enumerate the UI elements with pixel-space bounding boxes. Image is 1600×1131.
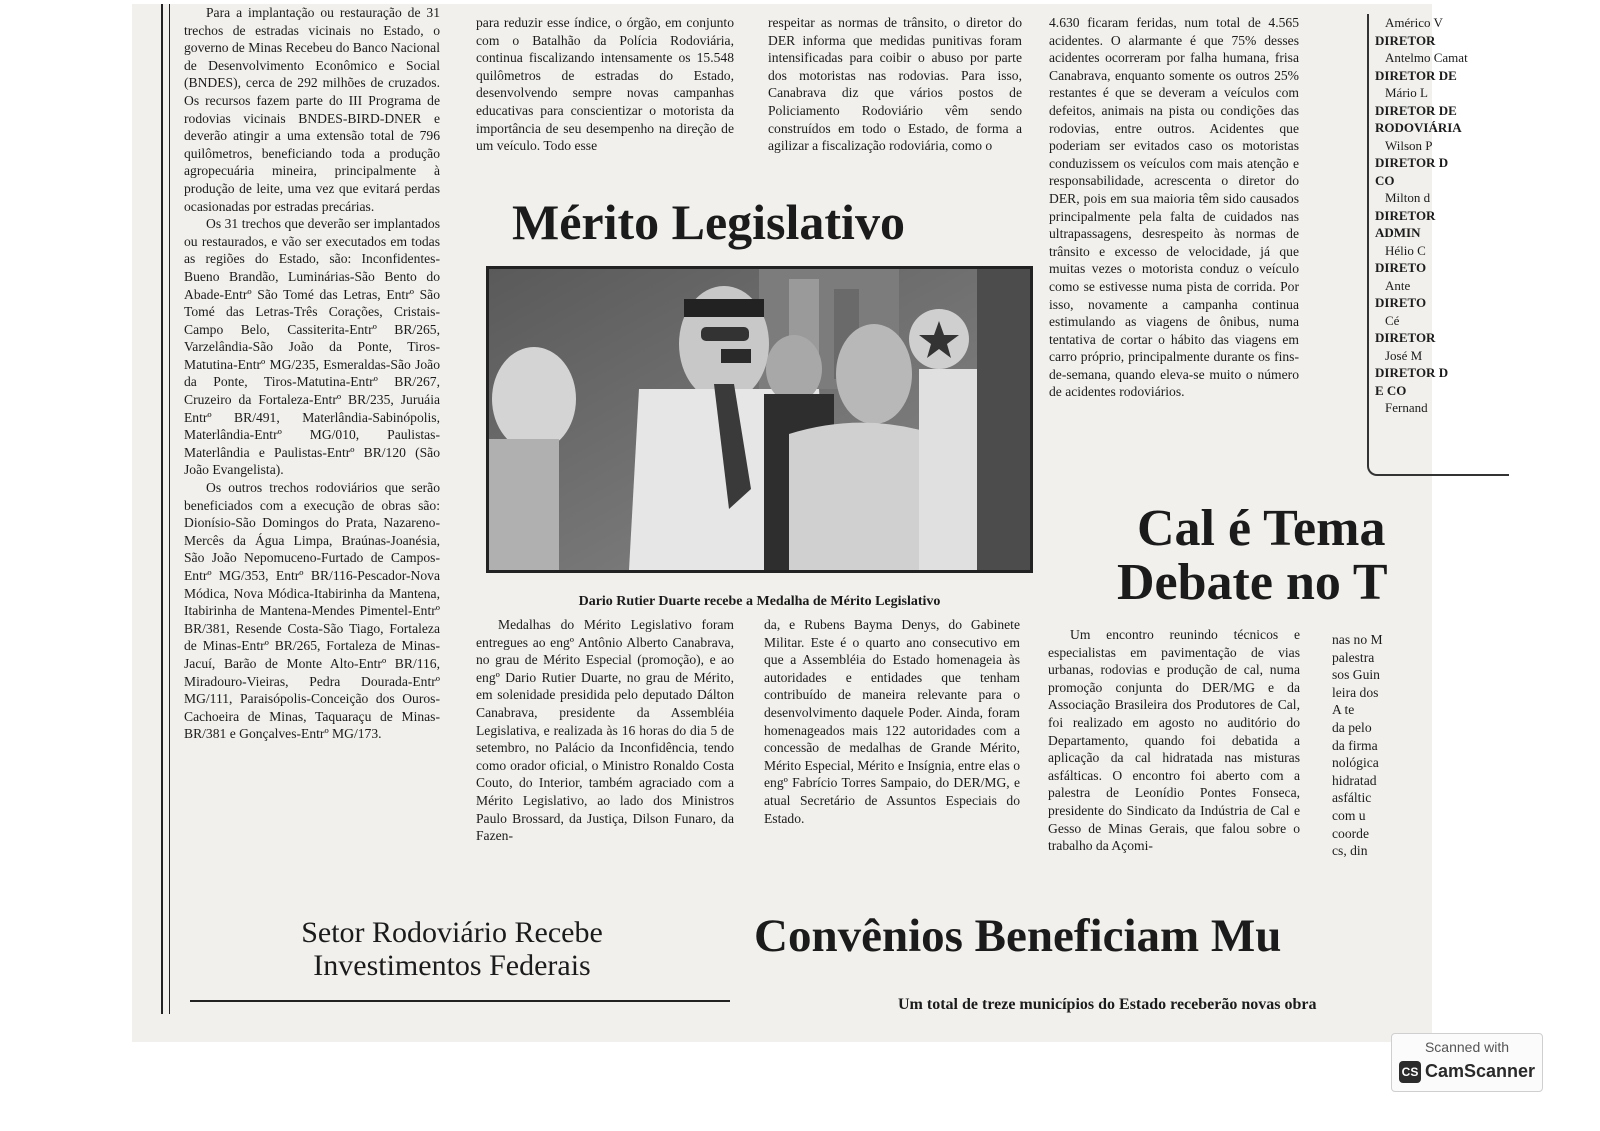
paragraph: Os 31 trechos que deverão ser implantados ou restaurados, e vão ser executados em todas as regiões do Estado, são: Inconfidentes-Bueno Brandão, Luminárias-São Bento do Abade-Entrº São Tomé das Letras, Entrº São Tomé das Letras-Três Corações, Cristais-Campo Belo, Cassiterita-Entrº BR/265, Varzelândia-São João da Ponte, Tiros-Matutina-Entrº MG/235, Esmeraldas-São João da Ponte, Tiros-Matutina-Entrº BR/267, Cruzeiro da Fortaleza-Entrº BR/235, Juruáia Entrº BR/491, Materlândia-Sabinópolis, Materlândia-Entrº MG/010, Paulistas-Materlândia e Paulistas-Entrº BR/120 (São João Evangelista).: [184, 216, 440, 478]
article-column-cal-b: [1332, 631, 1402, 861]
cropped-line: com u: [1332, 807, 1366, 823]
expediente-name: Fernand: [1385, 400, 1428, 415]
cropped-line: da firma: [1332, 737, 1378, 753]
paragraph: da, e Rubens Bayma Denys, do Gabinete Militar. Este é o quarto ano consecutivo em que a Assembléia do Estado homenageia às autoridades e entidades que tenham contribuído de maneira relevante para o desenvolvimento daquele Poder. Ainda, foram homenageados mais 122 autoridades com a concessão de medalhas de Grande Mérito, Mérito Especial, Mérito e Insígnia, entre elas o engº Fabrício Torres Sampaio, do DER/MG, e atual Secretário de Assuntos Especiais do Estado.: [764, 617, 1020, 826]
paragraph: Medalhas do Mérito Legislativo foram entregues ao engº Antônio Alberto Canabrava, no grau de Mérito Especial (promoção), e ao engº Dario Rutier Duarte, no grau de Mérito, em solenidade presidida pelo deputado Dálton Canabrava, presidente da Assembléia Legislativa, e realizada às 16 horas do dia 5 de setembro, no Palácio da Inconfidência, tendo como orador oficial, o Ministro Ronaldo Costa Couto, do Interior, também agraciado com a Mérito Legislativo, ao lado dos Ministros Paulo Brossard, da Justiça, Dilson Funaro, da Fazen-: [476, 617, 734, 844]
cropped-lines: [1332, 631, 1402, 860]
article-column-top-2: [476, 14, 734, 172]
expediente-title: DIRETOR: [1375, 330, 1436, 345]
cropped-line: nas no M: [1332, 632, 1383, 647]
paragraph: Um encontro reunindo técnicos e especialistas em pavimentação de vias urbanas, rodovias e produção de cal, numa promoção conjunta do DER/MG e da Associação Brasileira dos Produtores de Cal, foi realizado em agosto no auditório do Departamento, quando foi debatida a aplicação da cal hidratada nas misturas asfálticas. O encontro foi aberto com a palestra de Leonídio Pontes Fonseca, presidente do Sindicato da Indústria de Cal e Gesso de Minas Gerais, que falou sobre o trabalho da Açomi-: [1048, 627, 1300, 854]
paragraph: para reduzir esse índice, o órgão, em conjunto com o Batalhão da Polícia Rodoviária, continua fiscalizando intensamente os 15.548 quilômetros de estradas do Estado, desenvolvendo sempre novas campanhas educativas para conscientizar o motorista da importância de seu desempenho na direção de um veículo. Todo esse: [476, 15, 734, 154]
newspaper-scan: [132, 4, 1468, 1042]
expediente-title: CO: [1375, 172, 1395, 188]
expediente-title: DIRETO: [1375, 260, 1427, 275]
watermark-text: Scanned with: [1424, 1039, 1510, 1055]
headline-cal-line2: Debate no T: [1117, 554, 1388, 611]
expediente-title: DIRETO: [1375, 295, 1427, 310]
expediente-name: Antelmo Camat: [1385, 50, 1468, 65]
cropped-line: nológica: [1332, 755, 1379, 771]
article-column-merito-b: [764, 616, 1020, 882]
article-column-cal-a: [1048, 626, 1300, 876]
article-column-merito-a: [476, 616, 734, 882]
photo-illustration: [489, 269, 1030, 570]
expediente-title: ADMIN: [1375, 225, 1421, 240]
paragraph: Os outros trechos rodoviários que serão beneficiados com a execução de obras são: Dionísio-São Domingos do Prata, Nazareno-Mercês da Água Limpa, Braúnas-Joanésia, São João Nepomuceno-Furtado de Campos-Entrº MG/353, Entrº BR/116-Pescador-Nova Módica, Nova Módica-Itabirinha da Mantena, Itabirinha de Mantena-Mendes Pimentel-Entrº BR/381, Resende Costa-São Tiago, Fortaleza de Minas-Entrº BR/265, Fortaleza de Minas-Jacuí, Barão de Monte Alto-Entrº BR/116, Miradouro-Vieiras, Pedra Dourada-Entrº MG/111, Paraisópolis-Conceição dos Ouros-Cachoeira de Minas, Taquaraçu de Minas-BR/381 e Gonçalves-Entrº MG/173.: [184, 480, 440, 742]
expediente-name: José M: [1385, 347, 1423, 363]
headline-line: Setor Rodoviário Recebe: [301, 916, 603, 949]
cropped-line: asfáltic: [1332, 790, 1372, 806]
cropped-line: da pelo: [1332, 719, 1372, 735]
expediente-box: [1367, 14, 1509, 476]
expediente-title: E CO: [1375, 382, 1407, 398]
cropped-line: sos Guin: [1332, 667, 1380, 683]
watermark-brand: CamScanner: [1425, 1061, 1536, 1081]
expediente-name: Wilson P: [1385, 137, 1433, 153]
paragraph: respeitar as normas de trânsito, o diretor do DER informa que medidas punitivas foram intensificadas para coibir o abuso por parte dos motoristas nas rodovias. Para isso, Canabrava diz que vários postos de Policiamento Rodoviário vêm sendo construídos em todo o Estado, de forma a agilizar a fiscalização rodoviária, como o: [768, 15, 1022, 154]
margin-rule: [169, 4, 170, 1014]
article-column-top-3: [768, 14, 1022, 172]
article-column-vicinais: [184, 4, 440, 880]
expediente-title: DIRETOR D: [1375, 365, 1449, 380]
expediente-name: Américo V: [1385, 15, 1443, 30]
section-rule: [190, 1000, 730, 1002]
cropped-line: leira dos: [1332, 684, 1379, 700]
expediente-title: DIRETOR DE: [1375, 102, 1457, 118]
paragraph: 4.630 ficaram feridas, num total de 4.565 acidentes. O alarmante é que 75% desses acidentes ocorreram por falha humana, frisa Canabrava, enquanto somente os outros 25% restantes é que se deveram a veículos com defeitos, animais na pista ou condições das rodovias, entre outros. Acidentes que poderiam ser evitados caso os motoristas conduzissem os veículos com mais atenção e responsabilidade, acrescenta o diretor do DER, pois em sua maioria têm sido causados principalmente pela falta de cuidados nas ultrapassagens, desrespeito às normas de trânsito e excesso de velocidade, já que muitas vezes o motorista conduz o veículo como se estivesse numa pista de corrida. Por isso, novamente a campanha continua estimulando as viagens de ônibus, numa tentativa de cortar o hábito das viagens em carro próprio, principalmente durante os fins-de-semana, quando eleva-se muito o número de acidentes rodoviários.: [1049, 15, 1299, 400]
expediente-list: [1369, 14, 1509, 417]
photo-caption: Dario Rutier Duarte recebe a Medalha de Mérito Legislativo: [578, 594, 941, 609]
expediente-name: Ante: [1385, 277, 1411, 293]
camscanner-watermark: [1391, 1033, 1543, 1092]
paragraph: Para a implantação ou restauração de 31 trechos de estradas vicinais no Estado, o governo de Minas Recebeu do Banco Nacional de Desenvolvimento Econômico e Social (BNDES), cerca de 292 milhões de cruzados. Os recursos fazem parte do III Programa de rodovias vicinais BNDES-BIRD-DNER e deverão atingir a uma extensão total de 796 quilômetros, beneficiando toda a produção agropecuária mineira, principalmente à produção de leite, uma vez que evitará perdas ocasionadas por estradas precárias.: [184, 5, 440, 214]
expediente-name: Mário L: [1385, 85, 1428, 100]
photo-medal-ceremony: [486, 266, 1033, 573]
cropped-line: hidratad: [1332, 772, 1377, 788]
cropped-line: palestra: [1332, 649, 1375, 665]
expediente-title: DIRETOR DE: [1375, 67, 1457, 83]
expediente-title: DIRETOR: [1375, 207, 1436, 223]
expediente-title: DIRETOR D: [1375, 155, 1449, 170]
headline-convenios: Convênios Beneficiam Mu: [754, 910, 1282, 962]
expediente-name: Cé: [1385, 312, 1400, 328]
expediente-title: DIRETOR: [1375, 32, 1436, 48]
headline-line: Investimentos Federais: [313, 949, 591, 982]
article-column-top-4: [1049, 14, 1299, 469]
cropped-line: cs, din: [1332, 843, 1368, 859]
expediente-title: RODOVIÁRIA: [1375, 120, 1462, 135]
cropped-line: A te: [1332, 702, 1355, 718]
expediente-name: Hélio C: [1385, 242, 1426, 258]
camscanner-logo-icon: CS: [1399, 1061, 1421, 1083]
headline-cal-line1: Cal é Tema: [1137, 500, 1386, 557]
expediente-name: Milton d: [1385, 190, 1431, 205]
headline-setor-rodoviario: [252, 916, 652, 982]
convenios-lead: Um total de treze municípios do Estado receberão novas obra: [898, 996, 1317, 1013]
cropped-line: coorde: [1332, 825, 1369, 841]
margin-rule: [161, 4, 163, 1014]
headline-merito-legislativo: Mérito Legislativo: [512, 194, 905, 250]
